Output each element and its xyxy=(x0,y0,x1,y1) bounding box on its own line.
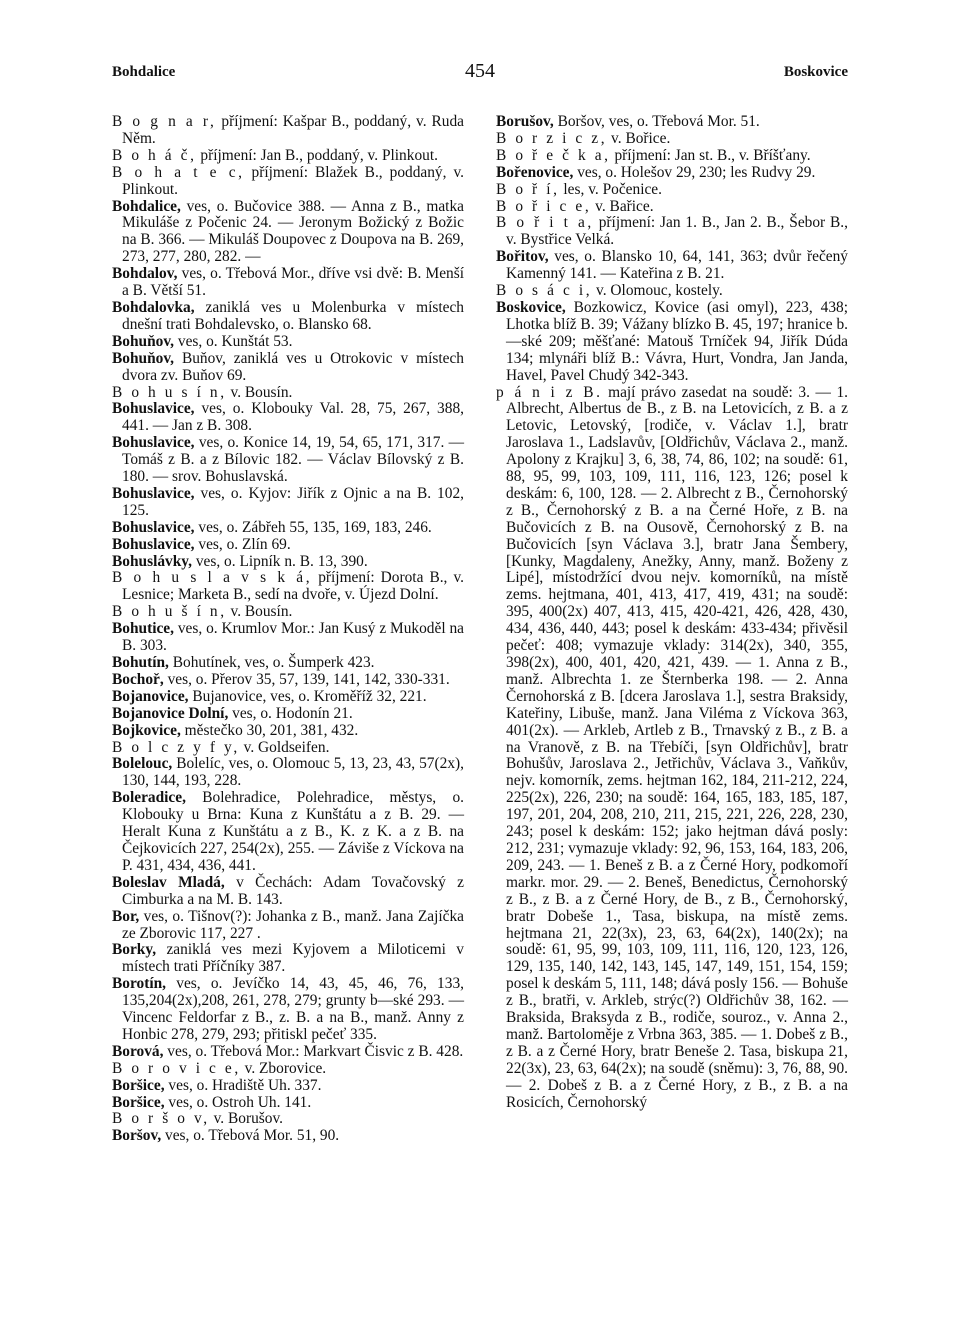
entry-headword: Bolelouc, xyxy=(112,755,173,773)
index-entry xyxy=(112,570,464,604)
entry-text: ves, o. Třebová Mor. 51, 90. xyxy=(161,1127,340,1145)
entry-headword: Boleradice, xyxy=(112,789,186,807)
left-column xyxy=(112,114,464,1145)
entry-text: Bozkowicz, Kovice (asi omyl), 223, 438; Lhotka blíž B. 39; Vážany blízko B. 45, 197; hranice b.—ské 209; měšťané: Matouš Trníček 94, Jiřík Dúda 134; mlynáři blíž B.: Vávra, Hurt, Vondra, Jan Janda, Havel, Pavel Chudý 342-343. xyxy=(506,298,848,384)
entry-headword: Bohuslavice, xyxy=(112,535,195,553)
index-entry xyxy=(112,909,464,943)
entry-text: ves, o. Tišnov(?): Johanka z B., manž. Jana Zajíčka ze Zborovic 117, 227 . xyxy=(122,907,464,942)
index-entry xyxy=(112,1078,464,1095)
index-entry xyxy=(112,520,464,537)
entry-text: ves, o. Klobouky Val. 28, 75, 267, 388, 441. — Jan z B. 308. xyxy=(122,400,464,435)
entry-text: ves, o. Třebová Mor.: Markvart Čisvic z B. 428. xyxy=(163,1042,464,1060)
index-entry xyxy=(112,655,464,672)
index-entry xyxy=(112,1061,464,1078)
entry-headword: B o h u s l a v s k á, xyxy=(112,569,313,587)
entry-headword: B o ř i c e, xyxy=(496,197,592,215)
index-entry xyxy=(112,114,464,148)
index-entry xyxy=(112,976,464,1044)
entry-text: v. Bařice. xyxy=(591,197,654,215)
index-entry xyxy=(496,131,848,148)
entry-headword: B o h u š í n, xyxy=(112,603,227,621)
entry-text: Bohutínek, ves, o. Šumperk 423. xyxy=(168,654,375,671)
entry-headword: B o h a t e c, xyxy=(112,163,245,181)
entry-text: ves, o. Lipník n. B. 13, 390. xyxy=(192,552,368,570)
entry-text: ves, o. Přerov 35, 57, 139, 141, 142, 330-331. xyxy=(163,670,450,688)
entry-headword: B o r o v i c e, xyxy=(112,1059,241,1077)
entry-text: v. Zborovice. xyxy=(240,1059,327,1077)
index-entry xyxy=(112,554,464,571)
entry-headword: Boršice, xyxy=(112,1093,165,1111)
index-entry xyxy=(112,401,464,435)
running-head-left: Bohdalice xyxy=(112,64,176,80)
entry-headword: Boskovice, xyxy=(496,298,566,316)
entry-text: příjmení: Dorota B., v. Lesnice; Marketa B., sedí na dvoře, v. Újezd Dolní. xyxy=(122,569,464,604)
entry-headword: B o g n a r, xyxy=(112,113,217,130)
entry-text: ves, o. Zlín 69. xyxy=(194,535,291,553)
entry-text: zaniklá ves u Molenburka v místech dnešní trati Bohdalevsko, o. Blansko 68. xyxy=(122,298,464,333)
entry-headword: B o h á č, xyxy=(112,146,197,164)
entry-headword: Bojanovice Dolní, xyxy=(112,704,229,722)
entry-headword: B o ř e č k a, xyxy=(496,146,611,164)
index-entry xyxy=(112,266,464,300)
entry-headword: Bohutice, xyxy=(112,620,174,638)
index-entry xyxy=(112,351,464,385)
index-entry xyxy=(496,199,848,216)
entry-text: Buňov, zaniklá ves u Otrokovic v místech dvora zv. Buňov 69. xyxy=(122,349,464,384)
index-entry xyxy=(112,875,464,909)
index-entry xyxy=(112,1111,464,1128)
entry-headword: Borová, xyxy=(112,1042,164,1060)
entry-text: v. Bořice. xyxy=(607,129,671,147)
index-entry xyxy=(112,385,464,402)
entry-text: Bolelíc, ves, o. Olomouc 5, 13, 23, 43, 57(2x), 130, 144, 193, 228. xyxy=(122,755,464,790)
entry-text: zaniklá ves mezi Kyjovem a Miloticemi v místech trati Příčníky 387. xyxy=(122,941,464,976)
index-entry xyxy=(112,300,464,334)
entry-headword: Bohuslavice, xyxy=(112,400,195,418)
entry-headword: Bohuslavice, xyxy=(112,434,195,452)
entry-text: ves, o. Hradiště Uh. 337. xyxy=(164,1076,322,1094)
entry-text: Bolehradice, Polehradice, městys, o. Klobouky u Brna: Kuna z Kunštátu a z B. 29. — Heralt Kuna z Kunštátu a z B., K. z K. a z B. na Čejkovicích 227, 254(2x), 255. — Záviše z Víckova na P. 431, 434, 436, 441. xyxy=(122,789,464,874)
entry-text: ves, o. Kunštát 53. xyxy=(174,332,293,350)
entry-headword: Bohuslávky, xyxy=(112,552,192,570)
entry-headword: Boleslav Mladá, xyxy=(112,873,225,891)
entry-headword: B o ř i t a, xyxy=(496,214,594,232)
entry-text: v. Bousín. xyxy=(226,603,293,621)
entry-headword: B o ř í, xyxy=(496,180,560,198)
entry-text: ves, o. Konice 14, 19, 54, 65, 171, 317. — Tomáš z B. a z Bílovic 182. — Václav Bílovský z B. 180. — srov. Bohuslavská. xyxy=(122,434,464,486)
index-entry xyxy=(112,148,464,165)
entry-text: příjmení: Jan 1. B., Jan 2. B., Šebor B., v. Bystřice Velká. xyxy=(506,214,848,249)
entry-text: ves, o. Kyjov: Jiřík z Ojnic a na B. 102, 125. xyxy=(122,484,464,519)
running-head-right: Boskovice xyxy=(783,64,848,80)
entry-headword: Bohutín, xyxy=(112,654,169,671)
entry-text: v. Goldseifen. xyxy=(239,738,330,756)
right-column xyxy=(496,114,848,1111)
index-entry xyxy=(496,300,848,385)
entry-headword: B o h u s í n, xyxy=(112,383,227,401)
entry-text: Boršov, ves, o. Třebová Mor. 51. xyxy=(553,113,760,130)
index-entry xyxy=(496,182,848,199)
page-number: 454 xyxy=(465,60,495,82)
entry-text: ves, o. Blansko 10, 64, 141, 363; dvůr řečený Kamenný 141. — Kateřina z B. 21. xyxy=(506,248,848,283)
index-entry xyxy=(112,723,464,740)
entry-headword: Boršice, xyxy=(112,1076,165,1094)
entry-text: příjmení: Kašpar B., poddaný, v. Ruda Něm. xyxy=(122,113,464,147)
entry-text: ves, o. Ostroh Uh. 141. xyxy=(164,1093,312,1111)
entry-text: v Čechách: Adam Tovačovský z Cimburka a na M. B. 143. xyxy=(122,873,465,908)
entry-text: ves, o. Jevíčko 14, 43, 45, 46, 76, 133, 135,204(2x),208, 261, 278, 279; grunty b—ské 293. — Vincenc Feldorfar z B., z. B. a na B., manž. Anny z Honbic 278, 279, 293; přitiskl pečeť 335. xyxy=(122,975,464,1043)
index-entry xyxy=(112,165,464,199)
entry-headword: Bořenovice, xyxy=(496,163,574,181)
entry-text: mají právo zasedat na soudě: 3. — 1. Albrecht, Albertus de B., z B. na Letovicích, z B. a z Letovic, Letovský, [rodiče, v. Václav 1.], bratr Jaroslava 1., Ladslavův, [Oldřichův, Václava 2., manž. Apolony z Krajku] 3, 6, 38, 74, 86, 102; na soudě: 61, 88, 95, 99, 103, 109, 111, 116, 123, 126; posel k deskám: 6, 100, 128. — 2. Albrecht z B., Černohorský z B., Černohorský z B. a na Černé Hoře, z B. na Bučovicích z B. na Ousově, Černohorský z B. na Bučovicích [syn Václava 3.], bratr Jana Šembery, [Kunky, Magdaleny, Anežky, Anny, manž. Boženy z Lipé], místodržící dvou nejv. komorníků, na místě zems. hejtmana, 401, 413, 417, 419, 431; na soudě: 395, 400(2x) 407, 413, 415, 420-421, 426, 428, 430, 434, 436, 440, 443; posel k deskám: 433-434; přivěsil pečeť: 408; vymazuje vklady: 314(2x), 340, 355, 398(2x), 400, 401, 420, 421, 439. — 1. Anna z B., manž. Albrechta 1. ze Šternberka 198. — 2. Anna Černohorská z B. [dcera Jaroslava 1.], sestra Braksidy, Kateřiny, Libuše, manž. Jana Viléma z Víckova 363, 401(2x). — Arkleb, Artleb z B., Trnavský z B., z B. a na Vranově, z B. na Třebíči, [syn Oldřichův], bratr Bohušův, Jaroslava 2., Jetřichův, Václava 3., Vaňkův, nejv. komorník, zems. hejtman 162, 184, 211-212, 224, 225(2x), 226, 230; na soudě: 164, 165, 183, 185, 187, 197, 201, 204, 208, 210, 211, 215, 221, 226, 228, 230, 243; posel k deskám: 152; jako hejtman dává posly: 212, 231; vymazuje vklady: 92, 96, 153, 164, 183, 206, 209, 243. — 1. Beneš z B. a z Černé Hory, podkomoří markr. mor. 29. — 2. Beneš, Benedictus, Černohorský z B., z B. a z Černé Hory, de B., z B., Černohorský, bratr Dobeše 1., Tasa, biskupa, na místě zems. hejtmana 21, 22(3x), 23, 63, 64(2x), 140(2x); na soudě: 61, 95, 99, 103, 109, 111, 116, 120, 123, 126, 129, 135, 140, 142, 143, 145, 147, 149, 151, 154, 159; posel k deskám 5, 111, 148; dává posly 156. — Bohuše z B., bratři, v. Arkleb, strýc(?) Oldřichův 38, 162. — Braksida, Braksyda z B., rodiče, souroz., v. Anna 2., manž. Bartoloměje z Vrbna 363, 385. — 1. Dobeš z B., z B. a z Černé Hory, bratr Beneše 2. Tasa, biskupa 21, 22(3x), 23, 63, 64(2x); na soudě (sněmu): 3, 76, 88, 90. — 2. Dobeš z B. a z Černé Hory, z B., z B. a na Rosicích, Černohorský xyxy=(506,383,848,1111)
entry-headword: Bochoř, xyxy=(112,670,164,688)
index-entry xyxy=(112,621,464,655)
index-entry xyxy=(112,604,464,621)
index-entry xyxy=(112,689,464,706)
entry-headword: Borotín, xyxy=(112,975,167,993)
index-entry xyxy=(112,790,464,875)
index-entry xyxy=(112,435,464,486)
entry-text: ves, o. Třebová Mor., dříve vsi dvě: B. Menší a B. Větší 51. xyxy=(122,265,464,300)
entry-text: příjmení: Jan B., poddaný, v. Plinkout. xyxy=(196,146,438,164)
entry-headword: p á n i z B. xyxy=(496,383,603,401)
index-entry xyxy=(112,740,464,757)
entry-text: les, v. Počenice. xyxy=(559,180,662,198)
index-entry xyxy=(496,148,848,165)
index-entry xyxy=(496,215,848,249)
entry-headword: Bohuňov, xyxy=(112,349,175,367)
entry-text: v. Borušov. xyxy=(209,1110,284,1128)
entry-text: ves, o. Krumlov Mor.: Jan Kusý z Mukoděl na B. 303. xyxy=(122,620,464,655)
entry-text: příjmení: Jan st. B., v. Bříšťany. xyxy=(610,146,811,164)
index-entry xyxy=(496,283,848,300)
index-entry xyxy=(496,249,848,283)
entry-headword: B o r z i c z, xyxy=(496,129,608,147)
index-entry xyxy=(112,199,464,267)
index-entry xyxy=(112,334,464,351)
entry-text: ves, o. Bučovice 388. — Anna z B., matka Mikuláše z Počenic 24. — Jeronym Božický z Božic na B. 366. — Mikuláš Doupovec z Doupova na B. 269, 273, 277, 280, 282. — xyxy=(122,197,464,266)
entry-text: v. Bousín. xyxy=(226,383,293,401)
entry-headword: Bojanovice, xyxy=(112,687,189,705)
entry-headword: Bor, xyxy=(112,907,140,925)
entry-headword: Bojkovice, xyxy=(112,721,181,739)
index-entry xyxy=(496,114,848,131)
entry-headword: Borky, xyxy=(112,941,157,959)
entry-text: v. Olomouc, kostely. xyxy=(592,282,723,300)
entry-headword: Bohuslavice, xyxy=(112,518,195,536)
index-entry xyxy=(112,706,464,723)
index-entry xyxy=(112,942,464,976)
entry-headword: Bohdalice, xyxy=(112,197,181,215)
entry-text: ves, o. Holešov 29, 230; les Rudvy 29. xyxy=(573,163,816,181)
index-entry xyxy=(496,385,848,1112)
entry-text: ves, o. Hodonín 21. xyxy=(228,704,353,722)
index-entry xyxy=(112,672,464,689)
index-entry xyxy=(112,1095,464,1112)
entry-text: příjmení: Blažek B., poddaný, v. Plinkout. xyxy=(122,163,464,198)
entry-headword: Borušov, xyxy=(496,113,554,130)
index-entry xyxy=(496,165,848,182)
index-entry xyxy=(112,756,464,790)
index-entry xyxy=(112,1044,464,1061)
entry-text: městečko 30, 201, 381, 432. xyxy=(180,721,359,739)
entry-headword: Bořitov, xyxy=(496,248,549,266)
entry-headword: B o l c z y f y, xyxy=(112,738,240,756)
entry-text: ves, o. Zábřeh 55, 135, 169, 183, 246. xyxy=(194,518,432,536)
entry-headword: B o r š o v, xyxy=(112,1110,210,1128)
entry-headword: Bohuslavice, xyxy=(112,484,195,502)
entry-headword: Bohuňov, xyxy=(112,332,175,350)
entry-headword: Boršov, xyxy=(112,1127,162,1145)
entry-headword: B o s á c i, xyxy=(496,282,593,300)
index-entry xyxy=(112,537,464,554)
entry-text: Bujanovice, ves, o. Kroměříž 32, 221. xyxy=(188,687,427,705)
entry-headword: Bohdalov, xyxy=(112,265,178,283)
index-entry xyxy=(112,1128,464,1145)
entry-headword: Bohdalovka, xyxy=(112,298,195,316)
index-entry xyxy=(112,486,464,520)
